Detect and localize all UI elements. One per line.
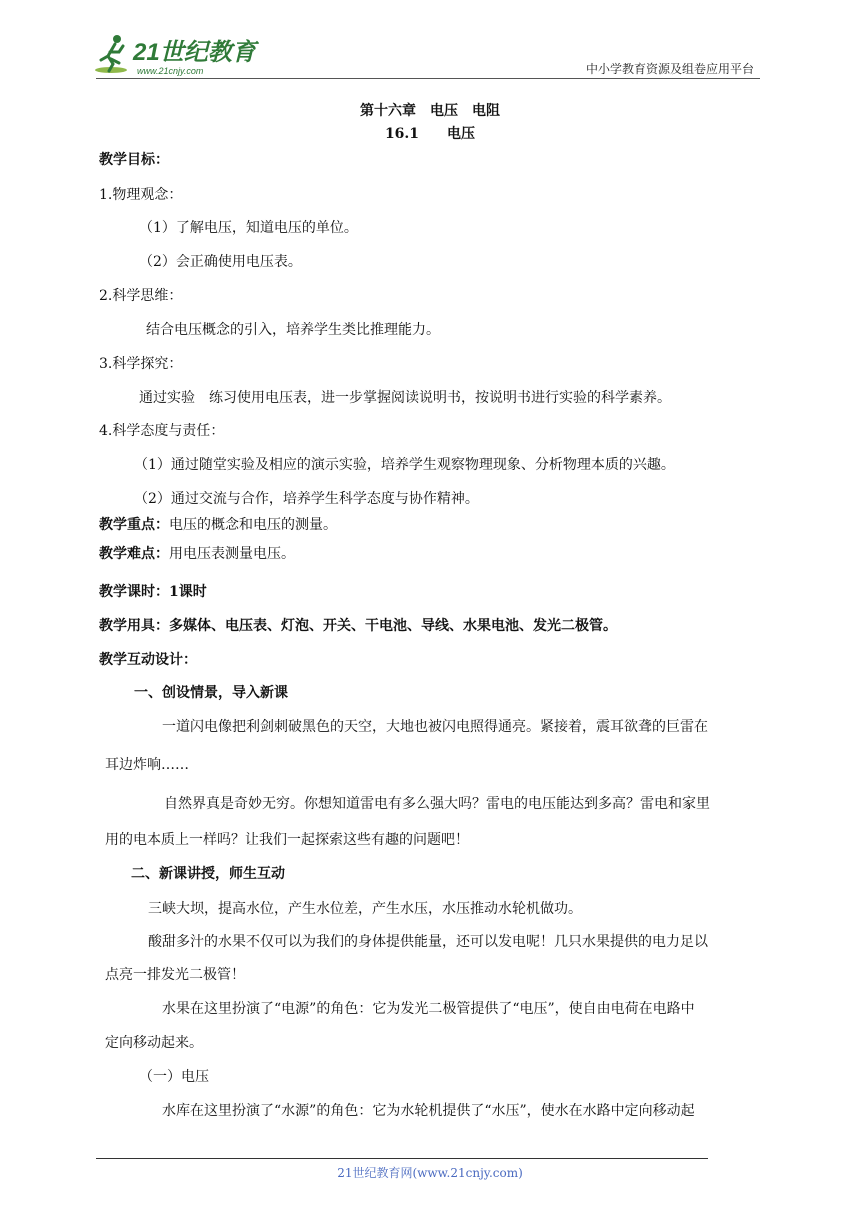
design-heading: 教学互动设计： [99,652,197,668]
section-1-heading: 一、创设情景，导入新课 [134,685,288,701]
footer-text: 21世纪教育网(www.21cnjy.com) [337,1166,523,1180]
footer-divider [96,1158,708,1159]
goal-2a: 结合电压概念的引入，培养学生类比推理能力。 [146,322,440,338]
platform-name: 中小学教育资源及组卷应用平台 [585,62,754,76]
key-point [99,515,337,535]
para-1-line-1: 一道闪电像把利剑刺破黑色的天空，大地也被闪电照得通亮。紧接着，震耳欲聋的巨雷在 [162,719,708,735]
goal-2: 2.科学思维： [99,288,183,304]
para-1-line-2: 耳边炸响…… [105,757,189,773]
section-title: 16.1 电压 [384,126,476,142]
goal-1b: （2）会正确使用电压表。 [139,254,302,270]
goal-3: 3.科学探究： [99,356,183,372]
chapter-title: 第十六章 电压 电阻 [360,103,500,119]
goal-1a: （1）了解电压，知道电压的单位。 [139,220,358,236]
teaching-tools: 教学用具：多媒体、电压表、灯泡、开关、干电池、导线、水果电池、发光二极管。 [99,618,617,634]
para-2-line-1: 自然界真是奇妙无穷。你想知道雷电有多么强大吗？雷电的电压能达到多高？雷电和家里 [164,796,710,812]
para-3: 三峡大坝，提高水位，产生水位差，产生水压，水压推动水轮机做功。 [148,901,582,917]
para-4-line-2: 点亮一排发光二极管！ [105,967,245,983]
key-point-text: 电压的概念和电压的测量。 [169,517,337,533]
subsection-1-heading: （一）电压 [139,1069,209,1085]
goal-4b: （2）通过交流与合作，培养学生科学态度与协作精神。 [134,491,479,507]
difficulty-label: 教学难点： [99,546,169,562]
logo-url: www.21cnjy.com [137,66,204,76]
logo-icon [93,30,263,78]
section-2-heading: 二、新课讲授，师生互动 [131,866,285,882]
goal-4: 4.科学态度与责任： [99,423,225,439]
goal-4a: （1）通过随堂实验及相应的演示实验，培养学生观察物理现象、分析物理本质的兴趣。 [134,457,675,473]
goal-1: 1.物理观念： [99,187,183,203]
difficulty [99,544,295,564]
key-point-label: 教学重点： [99,517,169,533]
goals-heading: 教学目标： [99,152,169,168]
header-divider [96,78,760,79]
difficulty-text: 用电压表测量电压。 [169,546,295,562]
para-5-line-2: 定向移动起来。 [105,1035,203,1051]
goal-3a: 通过实验 练习使用电压表，进一步掌握阅读说明书，按说明书进行实验的科学素养。 [139,390,671,406]
para-5-line-1: 水果在这里扮演了“电源”的角色：它为发光二极管提供了“电压”，使自由电荷在电路中 [162,1001,695,1017]
para-6: 水库在这里扮演了“水源”的角色：它为水轮机提供了“水压”，使水在水路中定向移动起 [162,1103,695,1119]
page-header [0,0,860,80]
para-4-line-1: 酸甜多汁的水果不仅可以为我们的身体提供能量，还可以发电呢！几只水果提供的电力足以 [148,934,708,950]
logo-text: 21世纪教育 [133,39,256,66]
para-2-line-2: 用的电本质上一样吗？让我们一起探索这些有趣的问题吧！ [105,832,469,848]
class-hours: 教学课时：1课时 [99,584,207,600]
